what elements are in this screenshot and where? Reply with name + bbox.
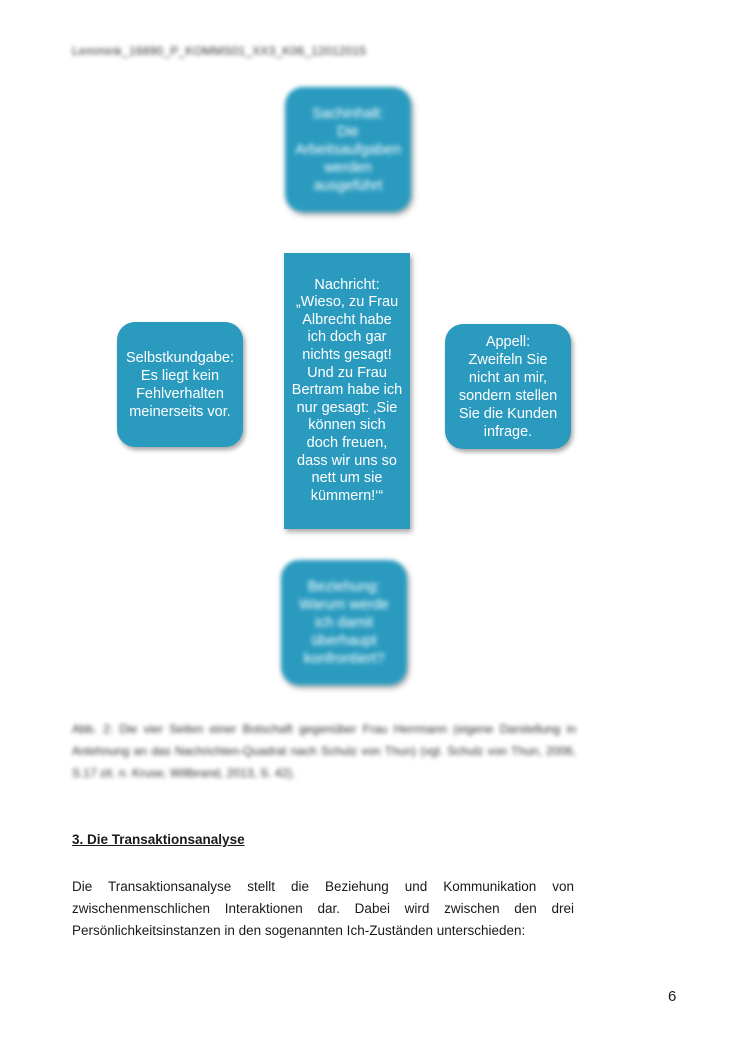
diagram-box-selbstkundgabe-text: Selbstkundgabe: Es liegt kein Fehlverhalten meinerseits vor. (125, 349, 235, 420)
diagram-box-sachinhalt-text: Sachinhalt: Die Arbeitsaufgaben werden ausgeführt (295, 105, 401, 194)
diagram-box-appell-text: Appell: Zweifeln Sie nicht an mir, sondern stellen Sie die Kunden infrage. (458, 333, 558, 440)
diagram-box-nachricht (284, 253, 410, 529)
section-paragraph: Die Transaktionsanalyse stellt die Beziehung und Kommunikation von zwischenmenschlichen Interaktionen dar. Dabei wird zwischen den drei Persönlichkeitsinstanzen in den sogenannten Ich-Zuständen unterschieden: (72, 879, 574, 938)
diagram-box-selbstkundgabe (117, 322, 243, 447)
diagram-box-beziehung (281, 560, 407, 685)
diagram-box-beziehung-text: Beziehung: Warum werde ich damit überhaupt konfrontiert? (299, 578, 389, 667)
diagram-box-sachinhalt (285, 87, 411, 212)
diagram-box-appell (445, 324, 571, 449)
section-heading: 3. Die Transaktionsanalyse (72, 832, 245, 847)
document-id-header: Lemmink_16890_P_KOMMS01_XX3_K06_12012015 (72, 44, 367, 58)
diagram-box-nachricht-text: Nachricht: „Wieso, zu Frau Albrecht habe ich doch gar nichts gesagt! Und zu Frau Bertram habe ich nur gesagt: ‚Sie können sich doch freuen, dass wir uns so nett um sie kümmern!‘“ (291, 276, 403, 504)
figure-caption: Abb. 2: Die vier Seiten einer Botschaft gegenüber Frau Herrmann (eigene Darstellung in Anlehnung an das Nachrichten-Quadrat nach Schulz von Thun) (vgl. Schulz von Thun, 2006, S.17 zit. n. Kruse, Willbrand, 2013, S. 42). (72, 722, 576, 780)
page-number: 6 (668, 988, 677, 1005)
